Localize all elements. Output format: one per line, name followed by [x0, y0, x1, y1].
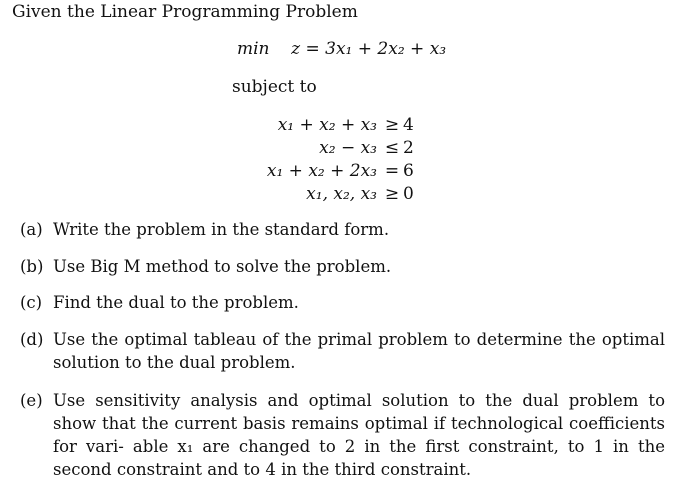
constraint-row [257, 182, 447, 205]
constraint-row [257, 113, 447, 136]
objective-expression: z = 3x₁ + 2x₂ + x₃ [291, 39, 447, 59]
problem-intro: Given the Linear Programming Problem [12, 2, 358, 22]
constraint-relation: ≥ [384, 114, 400, 135]
constraint-lhs: x₁ + x₂ + x₃ [277, 114, 377, 135]
question-text: Use sensitivity analysis and optimal solution to the dual problem to show that the current basis remains optimal if technological coefficients for vari- able x₁ are changed to 2 in the first constraint, to 1 in the second constraint and to 4 in the third constraint. [53, 391, 665, 479]
question-c [20, 291, 665, 314]
constraint-rhs: 0 [403, 183, 414, 204]
constraint-relation: ≤ [384, 137, 400, 158]
question-label: (a) [20, 220, 43, 239]
objective-function [237, 39, 446, 59]
constraint-lhs: x₁ + x₂ + 2x₃ [266, 160, 377, 181]
constraint-rhs: 6 [403, 160, 414, 181]
question-label: (d) [20, 330, 44, 349]
objective-keyword: min [237, 39, 270, 59]
question-label: (c) [20, 293, 43, 312]
constraint-lhs: x₂ − x₃ [319, 137, 377, 158]
constraint-relation: ≥ [384, 183, 400, 204]
question-label: (b) [20, 257, 44, 276]
constraint-rhs: 2 [403, 137, 414, 158]
subject-to-label: subject to [232, 77, 317, 97]
question-text: Use the optimal tableau of the primal problem to determine the optimal solution to the dual problem. [53, 330, 665, 372]
question-text: Write the problem in the standard form. [53, 220, 390, 239]
question-b [20, 255, 665, 278]
question-e [20, 389, 665, 481]
constraint-lhs: x₁, x₂, x₃ [306, 183, 377, 204]
question-text: Find the dual to the problem. [53, 293, 299, 312]
question-a [20, 218, 665, 241]
constraint-rhs: 4 [403, 114, 414, 135]
constraint-row [257, 136, 447, 159]
question-text: Use Big M method to solve the problem. [53, 257, 392, 276]
question-d [20, 328, 665, 374]
constraints-block [257, 113, 447, 205]
constraint-row [257, 159, 447, 182]
question-label: (e) [20, 391, 43, 410]
constraint-relation: = [384, 160, 400, 181]
